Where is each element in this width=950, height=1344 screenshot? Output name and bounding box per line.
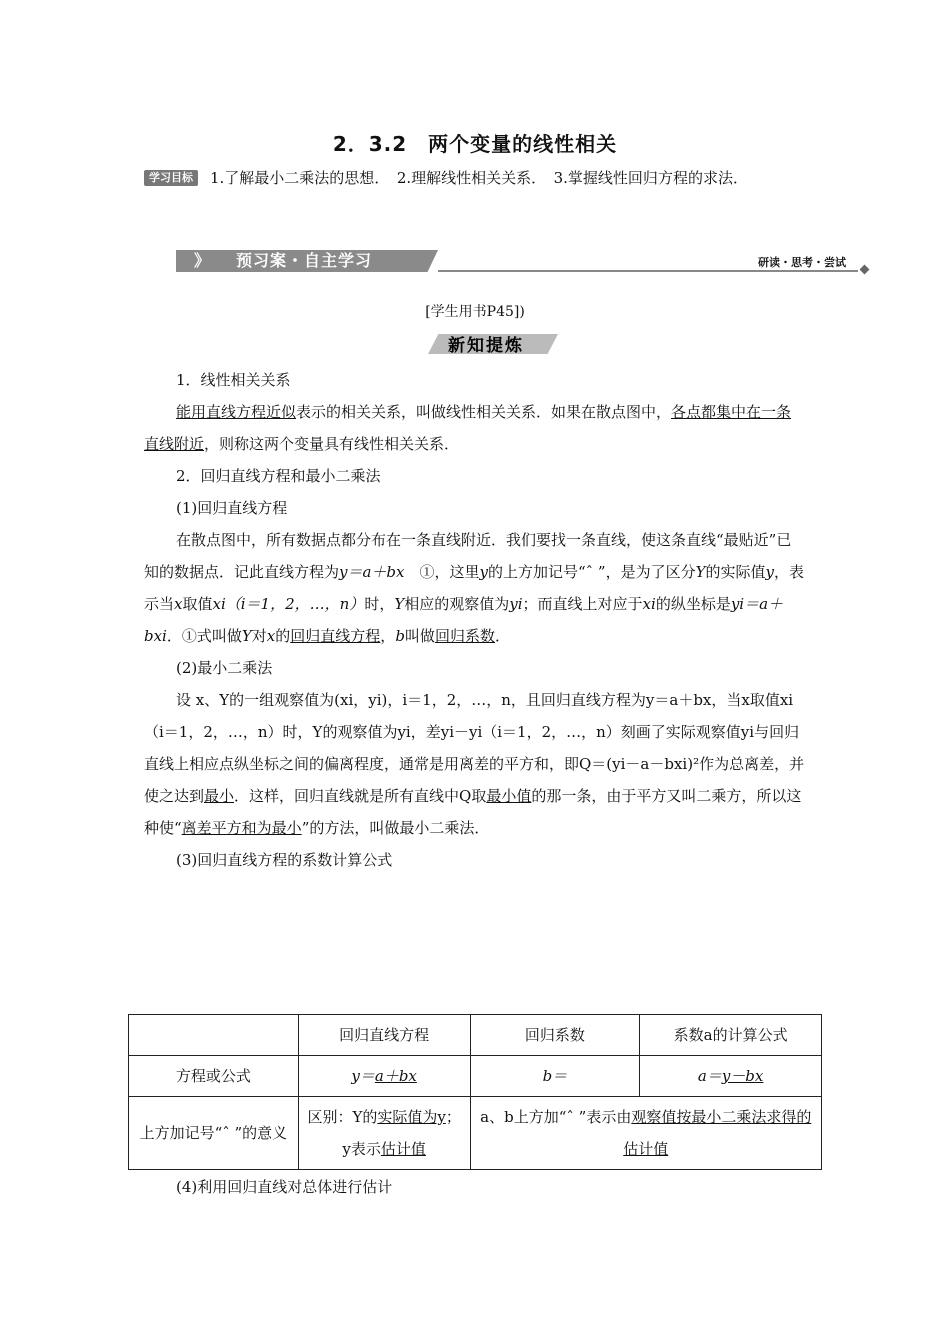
equation: yi＝a＋bxi — [144, 595, 784, 645]
text: 的纵坐标是 — [655, 595, 731, 613]
underline-text: 实际值为y — [377, 1108, 446, 1126]
text: 对 — [251, 627, 267, 645]
text: 表示的相关关系，叫做线性相关关系．如果在散点图中， — [296, 403, 672, 421]
table-header-row — [129, 1015, 822, 1056]
text: 的上方加记号“ˆ ”，是为了区分 — [488, 563, 696, 581]
banner-subtitle: 研读・思考・尝试 — [758, 256, 846, 269]
table-cell — [298, 1097, 470, 1170]
text: ．这样，回归直线就是所有直线中Q取 — [234, 787, 487, 805]
main-content — [144, 364, 806, 876]
underline-text: 能用直线方程近似 — [176, 403, 297, 421]
text: ①，这里 — [404, 563, 480, 581]
subhead-title: 新知提炼 — [448, 336, 524, 356]
learning-objectives — [144, 160, 806, 196]
text: 相应的观察值为 — [404, 595, 510, 613]
underline-text: y－bx — [721, 1067, 764, 1085]
table-cell: b＝ — [470, 1056, 640, 1097]
variable: x — [266, 627, 276, 645]
variable: y — [765, 563, 775, 581]
text: ，则称这两个变量具有线性相关关系． — [204, 435, 460, 453]
text: ；y表示 — [342, 1108, 461, 1158]
text: 叫做 — [404, 627, 435, 645]
variable: xi（i＝1，2，…，n） — [212, 595, 365, 613]
page-title: 2．3.2 两个变量的线性相关 — [332, 132, 618, 156]
text: 在散点图中，所有数据点都分布在一条直线附近．我们要找一条直线，使这条直线“最贴近”已知的数据点．记此直线方程为 — [144, 531, 792, 581]
equation: y＝a＋bx — [339, 563, 405, 581]
table-header-cell: 回归系数 — [470, 1015, 640, 1056]
variable: xi — [642, 595, 656, 613]
variable: y — [479, 563, 488, 581]
table-header-cell: 回归直线方程 — [298, 1015, 470, 1056]
section-2-1-paragraph — [144, 524, 806, 652]
section-banner — [176, 246, 868, 276]
variable: yi — [509, 595, 523, 613]
section-2-3-title: (3)回归直线方程的系数计算公式 — [176, 851, 393, 869]
variable: Y — [241, 627, 252, 645]
text: 的实际值 — [705, 563, 766, 581]
equation: a＝ — [697, 1067, 722, 1085]
text: 取值 — [182, 595, 213, 613]
variable: x — [174, 595, 183, 613]
text: 区别：Y的 — [307, 1108, 378, 1126]
text: ．①式叫做 — [166, 627, 242, 645]
underline-text: 最小值 — [486, 787, 532, 805]
equation: y＝ — [351, 1067, 375, 1085]
text: 的那一条，由于平方又叫二乘方，所以这种使“ — [144, 787, 802, 837]
chevron-right-icon: 》 — [194, 251, 211, 270]
diamond-icon — [860, 265, 870, 275]
text: ”的方法，叫做最小二乘法． — [301, 819, 490, 837]
underline-text: 离差平方和为最小 — [181, 819, 302, 837]
subsection-header — [428, 330, 558, 356]
variable: b — [395, 627, 405, 645]
section-2-2-title: (2)最小二乘法 — [176, 659, 273, 677]
table-header-cell — [129, 1015, 299, 1056]
text: 时， — [364, 595, 395, 613]
text: 设 x、Y的一组观察值为(xi，yi)，i＝1，2，…，n，且回归直线方程为y＝a＋bx，当x取值xi（i＝1，2，…，n）时，Y的观察值为yi，差yi－yi（i＝1，2，…，n）刻画了实际观察值yi与回归直线上相应点纵坐标之间的偏离程度，通常是用离差的平方和，即Q＝(yi－a－bxi)²作为总离差，并使之达到 — [144, 691, 805, 805]
text: ；而直线上对应于 — [522, 595, 643, 613]
variable: Y — [695, 563, 706, 581]
table-header-cell: 系数a的计算公式 — [640, 1015, 822, 1056]
book-reference: [学生用书P45]) — [425, 304, 525, 320]
banner-divider — [438, 270, 858, 272]
table-cell — [298, 1056, 470, 1097]
variable: Y — [394, 595, 405, 613]
banner-title: 预习案・自主学习 — [236, 251, 373, 270]
underline-text: 各点都集中在一条直线附近 — [144, 403, 792, 453]
table-cell — [470, 1097, 821, 1170]
section-1-title: 1．线性相关关系 — [176, 371, 291, 389]
underline-text: 估计值 — [380, 1140, 426, 1158]
formula-table — [128, 1014, 822, 1170]
section-2-4-title: (4)利用回归直线对总体进行估计 — [176, 1178, 393, 1196]
section-2-title: 2．回归直线方程和最小二乘法 — [176, 467, 381, 485]
text: a、b上方加“ˆ ”表示由 — [480, 1108, 632, 1126]
text: ． — [494, 627, 510, 645]
underline-text: 回归直线方程 — [290, 627, 381, 645]
row-label: 上方加记号“ˆ ”的意义 — [129, 1097, 299, 1170]
text: ， — [380, 627, 396, 645]
underline-text: 最小 — [204, 787, 235, 805]
underline-text: a＋bx — [374, 1067, 417, 1085]
text: 的 — [275, 627, 291, 645]
objectives-badge: 学习目标 — [144, 170, 198, 186]
underline-text: 回归系数 — [434, 627, 495, 645]
section-2-1-title: (1)回归直线方程 — [176, 499, 288, 517]
table-row — [129, 1097, 822, 1170]
row-label: 方程或公式 — [129, 1056, 299, 1097]
section-2-2-paragraph — [144, 684, 806, 844]
text: ，表示当 — [144, 563, 805, 613]
objectives-text: 1.了解最小二乘法的思想． 2.理解线性相关关系． 3.掌握线性回归方程的求法． — [210, 169, 748, 187]
table-cell — [640, 1056, 822, 1097]
underline-text: 观察值按最小二乘法求得的估计值 — [623, 1108, 812, 1158]
section-1-paragraph — [144, 396, 806, 460]
table-row — [129, 1056, 822, 1097]
